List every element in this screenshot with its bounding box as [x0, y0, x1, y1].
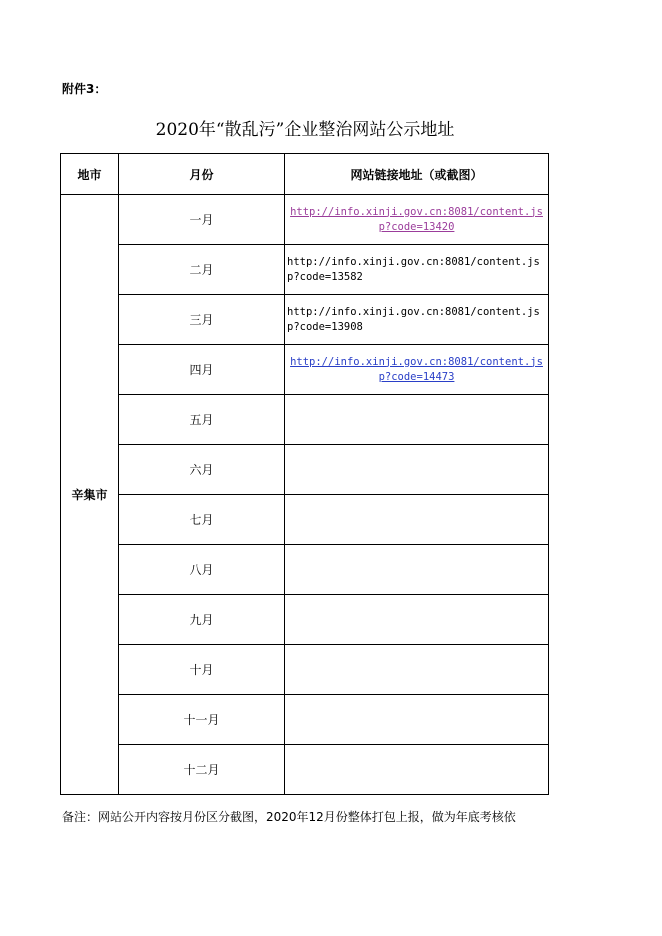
month-cell: 三月: [119, 295, 285, 345]
table-row: [61, 245, 549, 295]
header-city: 地市: [61, 154, 119, 195]
month-cell: 六月: [119, 445, 285, 495]
city-cell: 辛集市: [61, 195, 119, 795]
url-cell: [285, 395, 549, 445]
month-cell: 一月: [119, 195, 285, 245]
month-cell: 二月: [119, 245, 285, 295]
month-cell: 十二月: [119, 745, 285, 795]
month-cell: 十月: [119, 645, 285, 695]
table-body: [61, 195, 549, 795]
url-link[interactable]: http://info.xinji.gov.cn:8081/content.jsp?code=13420: [290, 205, 543, 233]
table-row: [61, 495, 549, 545]
header-month: 月份: [119, 154, 285, 195]
attachment-label: 附件3：: [62, 82, 107, 96]
url-cell: [285, 545, 549, 595]
table-row: [61, 295, 549, 345]
table-row: [61, 695, 549, 745]
url-cell: [285, 745, 549, 795]
table-row: [61, 345, 549, 395]
url-cell: [285, 445, 549, 495]
month-cell: 七月: [119, 495, 285, 545]
website-table: [60, 153, 549, 795]
url-link[interactable]: http://info.xinji.gov.cn:8081/content.jsp?code=14473: [290, 355, 543, 383]
table-row: [61, 745, 549, 795]
table-row: [61, 645, 549, 695]
url-cell: [285, 345, 549, 395]
table-row: [61, 445, 549, 495]
table-row: [61, 395, 549, 445]
url-cell: http://info.xinji.gov.cn:8081/content.jsp?code=13582: [285, 245, 549, 295]
document-title: 2020年“散乱污”企业整治网站公示地址: [155, 120, 455, 140]
table-row: [61, 595, 549, 645]
month-cell: 四月: [119, 345, 285, 395]
table-row: [61, 545, 549, 595]
url-cell: [285, 195, 549, 245]
month-cell: 五月: [119, 395, 285, 445]
url-cell: [285, 595, 549, 645]
table-row: [61, 195, 549, 245]
url-cell: [285, 495, 549, 545]
url-cell: [285, 645, 549, 695]
month-cell: 九月: [119, 595, 285, 645]
url-cell: http://info.xinji.gov.cn:8081/content.jsp?code=13908: [285, 295, 549, 345]
header-url: 网站链接地址（或截图）: [285, 154, 549, 195]
month-cell: 十一月: [119, 695, 285, 745]
month-cell: 八月: [119, 545, 285, 595]
url-cell: [285, 695, 549, 745]
table-header-row: [61, 154, 549, 195]
footnote: 备注：网站公开内容按月份区分截图，2020年12月份整体打包上报，做为年底考核依: [62, 810, 516, 824]
